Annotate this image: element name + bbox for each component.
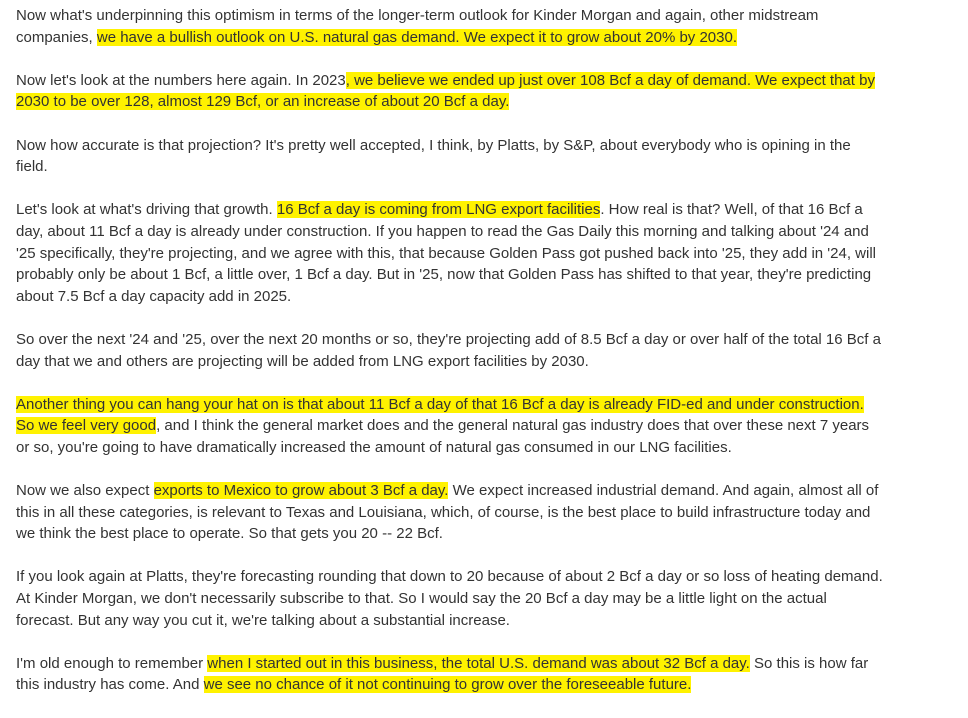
text-segment: So this is how far this industry has come. And: [16, 654, 869, 694]
paragraph: [16, 394, 886, 459]
paragraph: [16, 653, 886, 696]
paragraph: [16, 199, 886, 307]
highlighted-text: we have a bullish outlook on U.S. natural gas demand. We expect it to grow about 20% by 2030.: [96, 28, 737, 46]
paragraph: [16, 5, 886, 48]
highlighted-text: exports to Mexico to grow about 3 Bcf a day.: [153, 482, 449, 500]
paragraph: [16, 329, 886, 372]
text-segment: Now we also expect: [16, 482, 154, 500]
text-segment: Now what's underpinning this optimism in terms of the longer-term outlook for Kinder Morgan and again, other midstream companies,: [16, 7, 819, 46]
text-segment: We expect increased industrial demand. And again, almost all of this in all these categories, is relevant to Texas and Louisiana, which, of course, is the best place to build infrastructure today and we think the best place to operate. So that gets you 20 -- 22 Bcf.: [16, 482, 879, 543]
highlighted-text: we see no chance of it not continuing to grow over the foreseeable future.: [203, 676, 692, 694]
paragraph: [16, 566, 886, 631]
text-segment: . How real is that? Well, of that 16 Bcf a day, about 11 Bcf a day is already under construction. If you happen to read the Gas Daily this morning and talking about '24 and '25 specifically, they're projecting, and we agree with this, that because Golden Pass got pushed back into '25, they add in '24, will probably only be about 1 Bcf, a little over, 1 Bcf a day. But in '25, now that Golden Pass has shifted to that year, they're predicting about 7.5 Bcf a day capacity add in 2025.: [16, 201, 877, 305]
text-segment: Let's look at what's driving that growth.: [16, 201, 277, 219]
transcript-document: [16, 5, 886, 718]
text-segment: I'm old enough to remember: [16, 654, 208, 672]
text-segment: If you look again at Platts, they're forecasting rounding that down to 20 because of about 2 Bcf a day or so loss of heating demand. At Kinder Morgan, we don't necessarily subscribe to that. So I would say the 20 Bcf a day may be a little light on the actual forecast. But any way you cut it, we're talking about a substantial increase.: [16, 568, 883, 629]
text-segment: Now how accurate is that projection? It's pretty well accepted, I think, by Platts, by S&P, about everybody who is opining in the field.: [16, 136, 851, 176]
highlighted-text: , we believe we ended up just over 108 Bcf a day of demand. We expect that by 2030 to be over 128, almost 129 Bcf, or an increase of about 20 Bcf a day.: [16, 71, 875, 111]
text-segment: So over the next '24 and '25, over the next 20 months or so, they're projecting add of 8.5 Bcf a day or over half of the total 16 Bcf a day that we and others are projecting will be added from LNG export facilities by 2030.: [16, 330, 881, 370]
text-segment: , and I think the general market does and the general natural gas industry does that over these next 7 years or so, you're going to have dramatically increased the amount of natural gas consumed in our LNG facilities.: [16, 417, 870, 456]
highlighted-text: Another thing you can hang your hat on is that about 11 Bcf a day of that 16 Bcf a day is already FID-ed and under construction. So we feel very good: [16, 395, 864, 435]
paragraph: [16, 70, 886, 113]
highlighted-text: when I started out in this business, the total U.S. demand was about 32 Bcf a day.: [207, 654, 750, 672]
text-segment: Now let's look at the numbers here again. In 2023: [16, 71, 346, 89]
paragraph: [16, 480, 886, 545]
highlighted-text: 16 Bcf a day is coming from LNG export facilities: [276, 201, 601, 219]
paragraph: [16, 135, 886, 178]
